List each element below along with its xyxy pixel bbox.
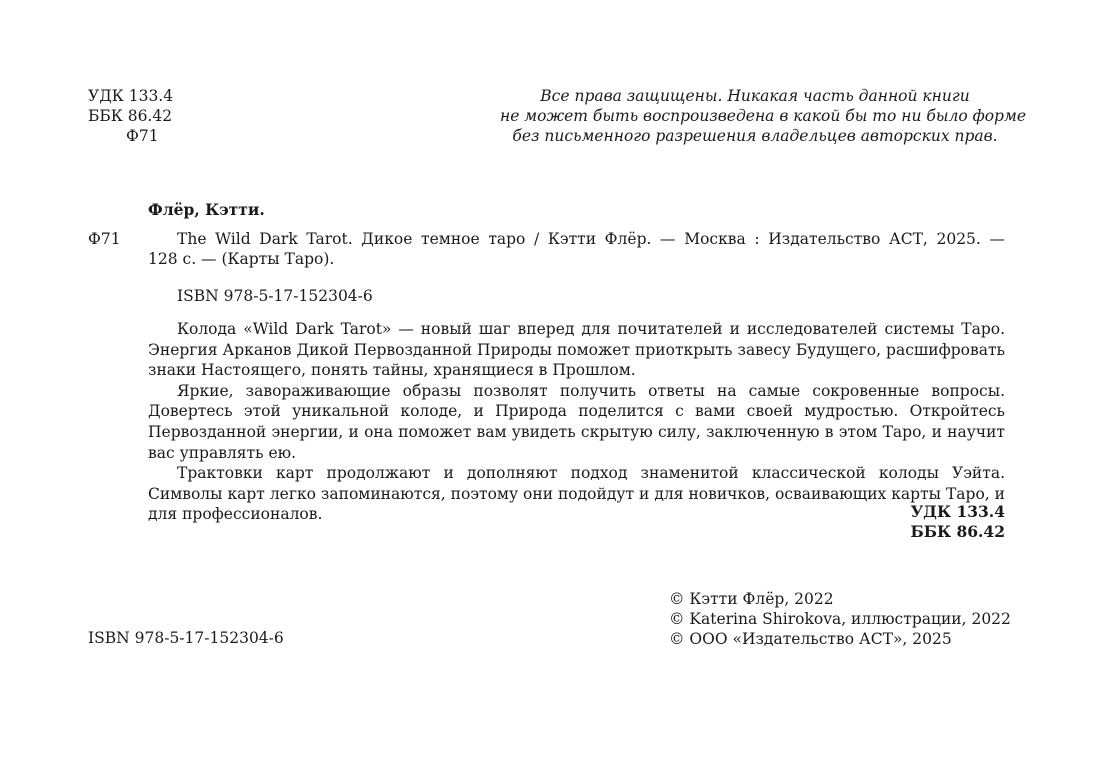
copyright-line: © Кэтти Флёр, 2022 — [669, 590, 834, 608]
rights-line: без письменного разрешения владельцев авторских прав. — [512, 127, 998, 145]
rights-line: Все права защищены. Никакая часть данной книги — [540, 87, 970, 105]
bottom-bbk: ББК 86.42 — [910, 522, 1005, 541]
author-mark: Ф71 — [126, 127, 159, 145]
bbk-code: ББК 86.42 — [88, 107, 173, 125]
copyright-line: © Katerina Shirokova, иллюстрации, 2022 — [669, 610, 1011, 628]
classification-block — [88, 86, 173, 146]
annotation-paragraph: Трактовки карт продолжают и дополняют подход знаменитой классической колоды Уэйта. Символы карт легко запоминаются, поэтому они подойдут и для новичков, осваивающих карты Таро, и для профессионалов. — [148, 464, 1005, 524]
annotation-paragraph: Колода «Wild Dark Tarot» — новый шаг вперед для почитателей и исследователей системы Таро. Энергия Арканов Дикой Первозданной Природы поможет приоткрыть завесу Будущего, расшифровать знаки Настоящего, понять тайны, хранящиеся в Прошлом. — [148, 320, 1005, 380]
copyright-block — [669, 589, 1011, 649]
isbn: ISBN 978-5-17-152304-6 — [177, 287, 373, 305]
bibliographic-description — [148, 229, 1005, 269]
bottom-udk: УДК 133.4 — [910, 502, 1005, 521]
annotation — [148, 319, 1005, 525]
catalog-code: Ф71 — [88, 230, 121, 248]
rights-line: не может быть воспроизведена в какой бы то ни было форме — [500, 107, 1026, 125]
isbn-bottom: ISBN 978-5-17-152304-6 — [88, 629, 284, 647]
bibliographic-line: The Wild Dark Tarot. Дикое темное таро / Кэтти Флёр. — Москва : Издательство АСТ, 2025. — — [177, 230, 1005, 248]
bibliographic-line: 128 с. — (Карты Таро). — [148, 250, 335, 268]
annotation-paragraph: Яркие, завораживающие образы позволят получить ответы на самые сокровенные вопросы. Довертесь этой уникальной колоде, и Природа поделится с вами своей мудростью. Откройтесь Первозданной энергии, и она поможет вам увидеть скрытую силу, заключенную в этом Таро, и научит вас управлять ею. — [148, 381, 1005, 462]
author-heading: Флёр, Кэтти. — [148, 200, 265, 219]
bottom-classification — [910, 502, 1005, 542]
copyright-line: © ООО «Издательство АСТ», 2025 — [669, 630, 952, 648]
rights-notice — [500, 86, 1026, 146]
udk-code: УДК 133.4 — [88, 87, 174, 105]
